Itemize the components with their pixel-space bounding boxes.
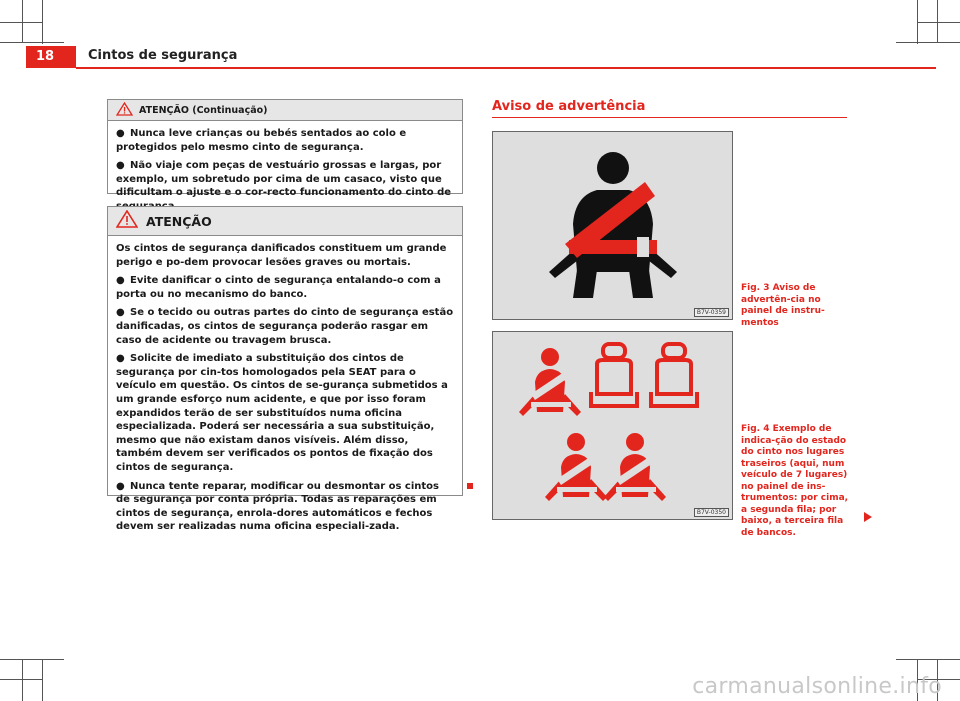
warning-box [107, 206, 463, 533]
warning-triangle-icon [116, 101, 133, 120]
crop-mark [22, 659, 23, 701]
page-number: 18 [26, 46, 76, 68]
warning-item: ● Nunca leve crianças ou bebés sentados ao colo e protegidos pelo mesmo cinto de segurança. [116, 128, 407, 153]
warning-item: ● Se o tecido ou outras partes do cinto de segurança estão danificadas, os cintos de segurança poderão rasgar em caso de acidente ou travagem brusca. [116, 307, 454, 346]
crop-mark [42, 0, 43, 44]
bullet: ● [116, 307, 125, 319]
figure-code: B7V-0359 [694, 308, 729, 317]
bullet: ● [116, 128, 125, 139]
crop-mark [896, 42, 960, 43]
warning-box-head [108, 207, 462, 236]
seatbelt-warning-icon [493, 132, 732, 319]
bullet: ● [116, 275, 125, 287]
seat-status-icons [493, 332, 732, 519]
watermark: carmanualsonline.info [692, 674, 942, 699]
page-title: Cintos de segurança [88, 48, 238, 63]
warning-item: ● Nunca tente reparar, modificar ou desmontar os cintos de segurança por conta própria. Todas as reparações em cintos de segurança, enrola-dores automáticos e fechos devem ser realizadas numa oficina especiali-zada. [116, 480, 440, 533]
figure-code: B7V-0350 [694, 508, 729, 517]
warning-heading: ATENÇÃO [146, 213, 212, 229]
crop-mark [918, 22, 960, 23]
occupied-seat-icon [519, 348, 581, 416]
bullet: ● [116, 160, 125, 172]
crop-mark [0, 679, 42, 680]
figure-caption: Fig. 3 Aviso de advertên-cia no painel de instru-mentos [741, 283, 825, 328]
section-rule [492, 117, 847, 118]
warning-item: ● Evite danificar o cinto de segurança entalando-o com a porta ou no mecanismo do banco. [116, 275, 441, 300]
continue-arrow-icon [864, 512, 872, 522]
occupied-seat-icon [545, 433, 607, 501]
crop-mark [22, 0, 23, 42]
crop-mark [0, 42, 64, 43]
figure-rear-seat-belt-status [492, 331, 733, 520]
header-rule [76, 67, 936, 69]
warning-item: ● Solicite de imediato a substituição dos cintos de segurança por cin-tos homologados pela SEAT para o veículo em questão. Os cintos de se-gurança submetidos a um grande esforço num acidente, e que por isso foram expandidos terão de ser substituídos numa oficina especializada. Poderá ser necessária a sua substituição, mesmo que não existam danos visíveis. Além disso, também devem ser verificados os pontos de fixação dos cintos de segurança. [116, 353, 448, 473]
warning-box-head [108, 100, 462, 121]
warning-triangle-icon [116, 210, 138, 232]
warning-body [108, 236, 462, 543]
bullet: ● [116, 480, 125, 492]
warning-intro: Os cintos de segurança danificados constituem um grande perigo e po-dem provocar lesões graves ou mortais. [116, 243, 447, 268]
warning-item: ● Não viaje com peças de vestuário grossas e largas, por exemplo, um sobretudo por cima de um casaco, visto que dificultam o ajuste e o cor-recto funcionamento do cinto de [116, 160, 452, 199]
occupied-seat-icon [604, 433, 666, 501]
warning-heading: ATENÇÃO (Continuação) [139, 104, 268, 116]
empty-seat-icon [651, 344, 697, 406]
crop-mark [0, 22, 42, 23]
crop-mark [42, 659, 43, 701]
empty-seat-icon [591, 344, 637, 406]
figure-seatbelt-warning-lamp [492, 131, 733, 320]
crop-mark [937, 0, 938, 42]
crop-mark [0, 659, 64, 660]
crop-mark [896, 659, 960, 660]
section-title: Aviso de advertência [492, 99, 646, 114]
warning-box-continued [107, 99, 463, 199]
bullet: ● [116, 353, 125, 365]
figure-caption: Fig. 4 Exemplo de indica-ção do estado do cinto nos lugares traseiros (aqui, num veículo de 7 lugares) no painel de ins-trumentos: por cima, a segunda fila; por baixo, a terceira fila de bancos. [741, 424, 849, 538]
end-of-section-mark [467, 483, 473, 489]
